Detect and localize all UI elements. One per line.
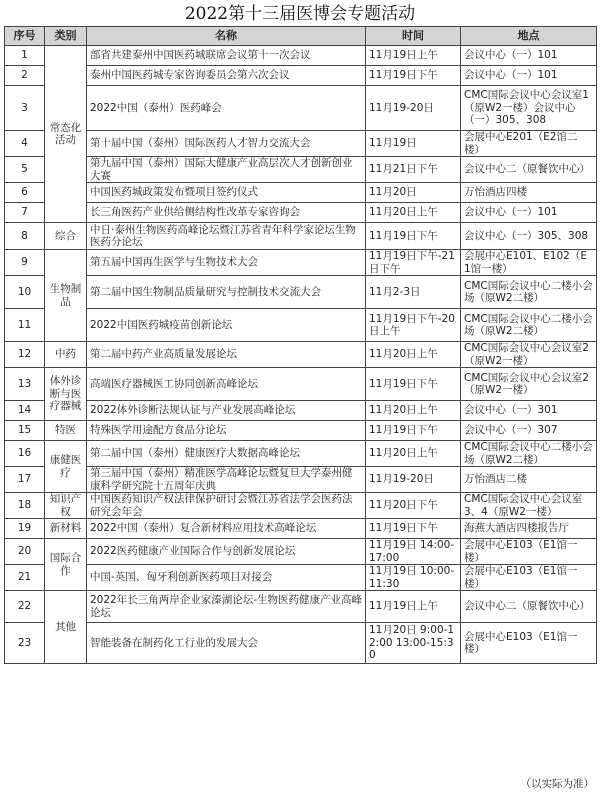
- table-row: [5, 276, 597, 309]
- event-time: 11月19日下午: [366, 421, 461, 441]
- table-row: [5, 250, 597, 276]
- row-number: 9: [5, 250, 45, 276]
- event-place: 海燕大酒店四楼报告厅: [461, 519, 597, 539]
- row-number: 16: [5, 441, 45, 467]
- event-time: 11月19-20日: [366, 86, 461, 131]
- event-place: 会展中心E201（E2馆二楼）: [461, 131, 597, 157]
- event-place: 会议中心二（原餐饮中心）: [461, 591, 597, 623]
- table-row: [5, 623, 597, 664]
- table-row: [5, 467, 597, 493]
- table-row: [5, 421, 597, 441]
- event-name: 第五届中国再生医学与生物技术大会: [87, 250, 366, 276]
- table-row: [5, 368, 597, 401]
- event-time: 11月20日上午: [366, 401, 461, 421]
- event-time: 11月2-3日: [366, 276, 461, 309]
- event-place: 会议中心（一）101: [461, 46, 597, 66]
- event-name: 第三届中国（泰州）精准医学高峰论坛暨复旦大学泰州健康科学研究院十五周年庆典: [87, 467, 366, 493]
- event-name: 泰州中国医药城专家咨询委员会第六次会议: [87, 66, 366, 86]
- event-place: CMC国际会议中心会议室3、4（原W2一楼）: [461, 493, 597, 519]
- event-name: 中国医药知识产权法律保护研讨会暨江苏省法学会医药法研究会年会: [87, 493, 366, 519]
- row-number: 6: [5, 183, 45, 203]
- table-row: [5, 46, 597, 66]
- header-category: 类别: [45, 27, 87, 46]
- event-place: 会议中心（一）307: [461, 421, 597, 441]
- event-place: 会议中心（一）305、308: [461, 223, 597, 250]
- event-time: 11月19日下午-20日上午: [366, 309, 461, 342]
- event-time: 11月19日上午: [366, 46, 461, 66]
- event-place: CMC国际会议中心会议室2（原W2一楼）: [461, 368, 597, 401]
- footnote: （以实际为准）: [520, 778, 594, 790]
- row-number: 14: [5, 401, 45, 421]
- table-row: [5, 519, 597, 539]
- page-title: 2022第十三届医博会专题活动: [184, 4, 416, 24]
- category-cell: 特医: [45, 421, 87, 441]
- event-place: 会展中心E103（E1馆一楼）: [461, 565, 597, 591]
- event-name: 2022医药健康产业国际合作与创新发展论坛: [87, 539, 366, 565]
- category-cell: 中药: [45, 342, 87, 368]
- event-place: 会展中心E103（E1馆一楼）: [461, 623, 597, 664]
- category-cell: 知识产权: [45, 493, 87, 519]
- event-name: 中国医药城政策发布暨项目签约仪式: [87, 183, 366, 203]
- row-number: 13: [5, 368, 45, 401]
- event-place: 万怡酒店四楼: [461, 183, 597, 203]
- event-time: 11月21日下午: [366, 157, 461, 183]
- event-time: 11月20日: [366, 183, 461, 203]
- event-name: 特殊医学用途配方食品分论坛: [87, 421, 366, 441]
- event-name: 智能装备在制药化工行业的发展大会: [87, 623, 366, 664]
- row-number: 2: [5, 66, 45, 86]
- table-row: [5, 86, 597, 131]
- event-place: CMC国际会议中心会议室2（原W2一楼）: [461, 342, 597, 368]
- table-row: [5, 342, 597, 368]
- event-place: CMC国际会议中心二楼小会场（原W2二楼）: [461, 276, 597, 309]
- row-number: 17: [5, 467, 45, 493]
- row-number: 4: [5, 131, 45, 157]
- category-cell: 国际合作: [45, 539, 87, 591]
- table-row: [5, 131, 597, 157]
- table-row: [5, 183, 597, 203]
- category-cell: 其他: [45, 591, 87, 664]
- schedule-table: [4, 26, 597, 664]
- event-time: 11月20日上午: [366, 203, 461, 223]
- event-time: 11月19日下午: [366, 66, 461, 86]
- event-name: 部省共建泰州中国医药城联席会议第十一次会议: [87, 46, 366, 66]
- category-cell: 康健医疗: [45, 441, 87, 493]
- event-place: 会议中心（一）301: [461, 401, 597, 421]
- event-time: 11月20日上午: [366, 441, 461, 467]
- event-time: 11月19日下午: [366, 223, 461, 250]
- header-no: 序号: [5, 27, 45, 46]
- event-name: 长三角医药产业供给侧结构性改革专家咨询会: [87, 203, 366, 223]
- event-time: 11月20日 9:00-12:00 13:00-15:30: [366, 623, 461, 664]
- row-number: 15: [5, 421, 45, 441]
- event-place: 会议中心（一）101: [461, 66, 597, 86]
- row-number: 11: [5, 309, 45, 342]
- header-time: 时间: [366, 27, 461, 46]
- category-cell: 体外诊断与医疗器械: [45, 368, 87, 421]
- table-row: [5, 565, 597, 591]
- event-time: 11月20日上午: [366, 342, 461, 368]
- table-row: [5, 157, 597, 183]
- event-name: 2022中国（泰州）复合新材料应用技术高峰论坛: [87, 519, 366, 539]
- table-row: [5, 539, 597, 565]
- row-number: 21: [5, 565, 45, 591]
- event-place: 会议中心（一）101: [461, 203, 597, 223]
- row-number: 5: [5, 157, 45, 183]
- category-cell: 综合: [45, 223, 87, 250]
- row-number: 10: [5, 276, 45, 309]
- table-row: [5, 441, 597, 467]
- table-row: [5, 309, 597, 342]
- event-place: CMC国际会议中心二楼小会场（原W2二楼）: [461, 309, 597, 342]
- event-time: 11月19日下午-21日下午: [366, 250, 461, 276]
- category-cell: 新材料: [45, 519, 87, 539]
- event-place: CMC国际会议中心会议室1（原W2一楼）会议中心（一）305、308: [461, 86, 597, 131]
- event-name: 2022年长三角两岸企业家溱湖论坛-生物医药健康产业高峰论坛: [87, 591, 366, 623]
- row-number: 12: [5, 342, 45, 368]
- header-name: 名称: [87, 27, 366, 46]
- row-number: 8: [5, 223, 45, 250]
- row-number: 18: [5, 493, 45, 519]
- event-name: 高端医疗器械医工协同创新高峰论坛: [87, 368, 366, 401]
- category-cell: 常态化活动: [45, 46, 87, 223]
- event-time: 11月19日 10:00-11:30: [366, 565, 461, 591]
- row-number: 1: [5, 46, 45, 66]
- event-time: 11月19日下午: [366, 519, 461, 539]
- row-number: 22: [5, 591, 45, 623]
- event-time: 11月19日下午: [366, 368, 461, 401]
- table-header-row: [5, 27, 597, 46]
- event-place: 会议中心二（原餐饮中心）: [461, 157, 597, 183]
- table-row: [5, 401, 597, 421]
- event-name: 第二届中国（泰州）健康医疗大数据高峰论坛: [87, 441, 366, 467]
- table-body: [5, 46, 597, 664]
- row-number: 20: [5, 539, 45, 565]
- event-time: 11月19日: [366, 131, 461, 157]
- event-place: 会展中心E103（E1馆一楼）: [461, 539, 597, 565]
- event-place: CMC国际会议中心二楼小会场（原W2二楼）: [461, 441, 597, 467]
- row-number: 19: [5, 519, 45, 539]
- header-place: 地点: [461, 27, 597, 46]
- category-cell: 生物制品: [45, 250, 87, 342]
- event-name: 第二届中国生物制品质量研究与控制技术交流大会: [87, 276, 366, 309]
- event-name: 第九届中国（泰州）国际大健康产业高层次人才创新创业大赛: [87, 157, 366, 183]
- row-number: 23: [5, 623, 45, 664]
- event-name: 2022中国医药城疫苗创新论坛: [87, 309, 366, 342]
- table-row: [5, 223, 597, 250]
- table-row: [5, 203, 597, 223]
- table-row: [5, 591, 597, 623]
- event-time: 11月20日下午: [366, 493, 461, 519]
- event-name: 中日·泰州生物医药高峰论坛暨江苏省青年科学家论坛生物医药分论坛: [87, 223, 366, 250]
- row-number: 3: [5, 86, 45, 131]
- event-place: 万怡酒店二楼: [461, 467, 597, 493]
- event-name: 第二届中药产业高质量发展论坛: [87, 342, 366, 368]
- event-place: 会展中心E101、E102（E1馆一楼）: [461, 250, 597, 276]
- table-row: [5, 66, 597, 86]
- event-name: 第十届中国（泰州）国际医药人才智力交流大会: [87, 131, 366, 157]
- table-row: [5, 493, 597, 519]
- event-time: 11月19-20日: [366, 467, 461, 493]
- event-time: 11月19日 14:00-17:00: [366, 539, 461, 565]
- event-time: 11月19日上午: [366, 591, 461, 623]
- event-name: 2022体外诊断法规认证与产业发展高峰论坛: [87, 401, 366, 421]
- event-name: 2022中国（泰州）医药峰会: [87, 86, 366, 131]
- row-number: 7: [5, 203, 45, 223]
- event-name: 中国-英国、匈牙利创新医药项目对接会: [87, 565, 366, 591]
